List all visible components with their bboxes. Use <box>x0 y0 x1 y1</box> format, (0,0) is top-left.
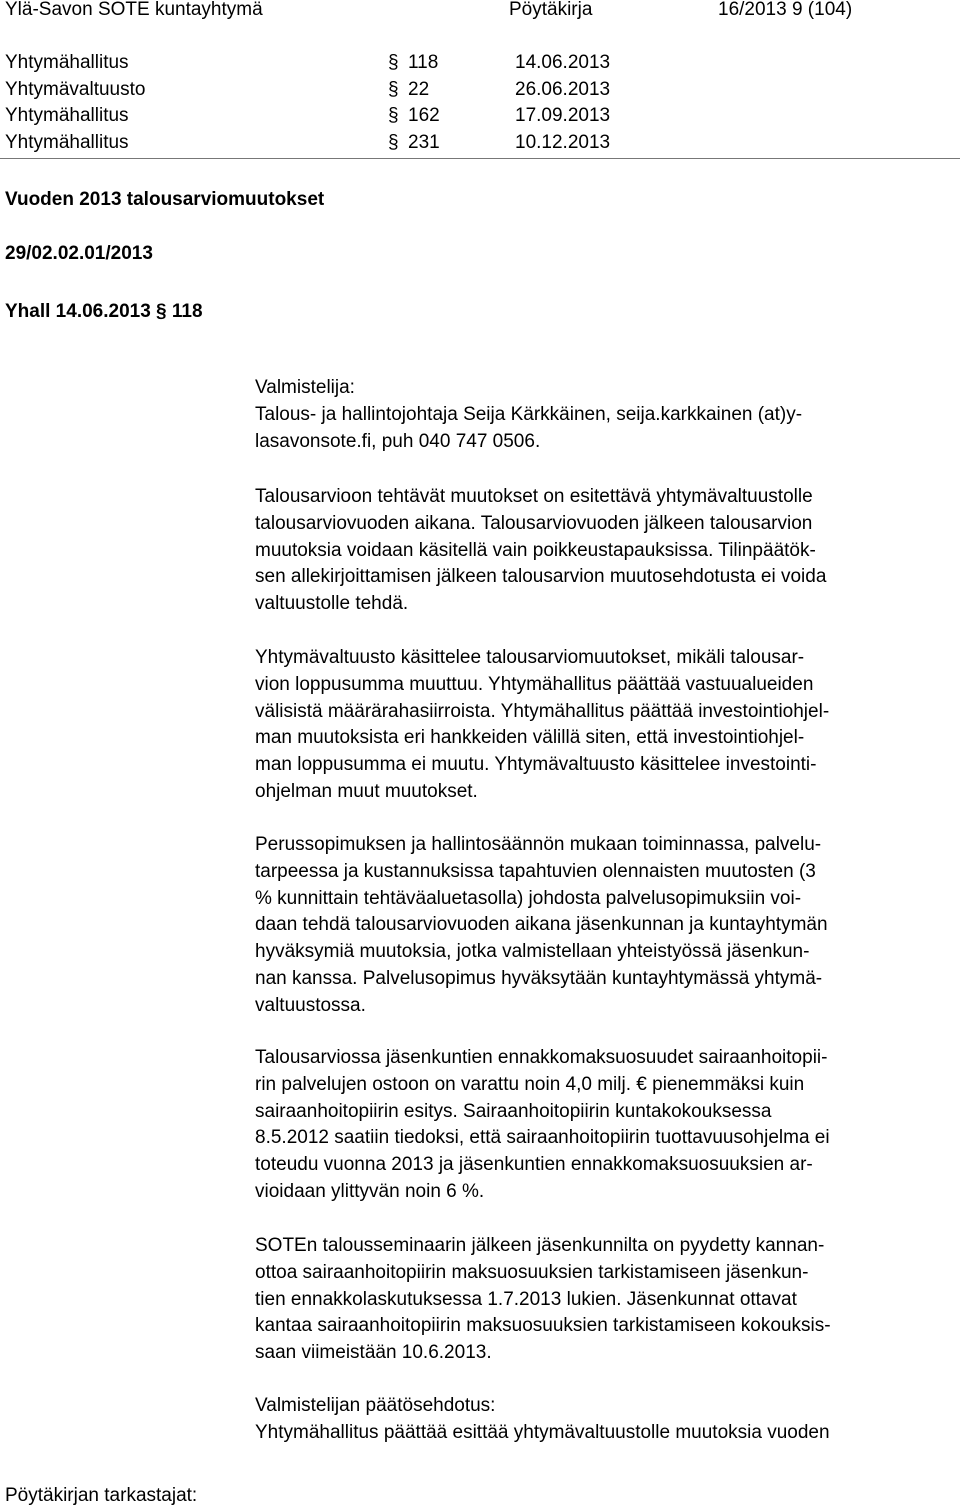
paragraph-line: talousarviovuoden aikana. Talousarviovuoden jälkeen talousarvion <box>255 512 813 534</box>
meeting-date: 10.12.2013 <box>515 132 611 153</box>
meeting-row <box>5 102 705 129</box>
meeting-date: 14.06.2013 <box>515 52 611 73</box>
meeting-section-number: 22 <box>408 79 430 100</box>
section-sign: § <box>388 105 399 126</box>
paragraph <box>255 1233 957 1367</box>
meeting-section-number: 118 <box>408 52 439 73</box>
meeting-body: Yhtymähallitus <box>5 105 129 126</box>
meeting-date: 17.09.2013 <box>515 105 611 126</box>
paragraph-line: valtuustossa. <box>255 994 366 1016</box>
paragraph-line: kantaa sairaanhoitopiirin maksuosuuksien tarkistamiseen kokouksis- <box>255 1315 831 1337</box>
agenda-title: Vuoden 2013 talousarviomuutokset <box>5 189 325 210</box>
paragraph-line: muutoksia voidaan käsitellä vain poikkeustapauksissa. Tilinpäätök- <box>255 539 816 561</box>
meeting-section-number: 231 <box>408 132 440 153</box>
preparer-line: Talous- ja hallintojohtaja Seija Kärkkäinen, seija.karkkainen (at)y- <box>255 403 803 425</box>
paragraph-line: % kunnittain tehtäväaluetasolla) johdosta palvelusopimuksiin voi- <box>255 887 802 909</box>
paragraph-line: valtuustolle tehdä. <box>255 593 409 615</box>
document-type: Pöytäkirja <box>509 0 593 20</box>
paragraph-line: daan tehdä talousarviovuoden aikana jäsenkunnan ja kuntayhtymän <box>255 914 828 936</box>
section-sign: § <box>388 52 399 73</box>
meeting-row <box>5 76 705 103</box>
paragraph-line: välisistä määrärahasiirroista. Yhtymähallitus päättää investointiohjel- <box>255 700 830 722</box>
paragraph-line: sen allekirjoittamisen jälkeen talousarvion muutosehdotusta ei voida <box>255 566 827 588</box>
meeting-reference: Yhall 14.06.2013 § 118 <box>5 301 203 322</box>
meeting-date: 26.06.2013 <box>515 79 611 100</box>
paragraph-line: vion loppusumma muuttuu. Yhtymähallitus päättää vastuualueiden <box>255 673 814 695</box>
meeting-body: Yhtymähallitus <box>5 132 129 153</box>
paragraph-line: tien ennakkolaskutuksessa 1.7.2013 lukien. Jäsenkunnat ottavat <box>255 1288 797 1310</box>
paragraph-line: vioidaan ylittyvän noin 6 %. <box>255 1180 485 1202</box>
paragraph-line: saan viimeistään 10.6.2013. <box>255 1342 492 1364</box>
reviewers-label: Pöytäkirjan tarkastajat: <box>5 1485 198 1506</box>
proposal-label: Valmistelijan päätösehdotus: <box>255 1395 496 1416</box>
paragraph <box>255 1045 957 1206</box>
paragraph-line: hyväksymiä muutoksia, jotka valmistellaan yhteistyössä jäsenkun- <box>255 941 810 963</box>
paragraph-line: man loppusumma ei muutu. Yhtymävaltuusto käsittelee investointi- <box>255 754 817 776</box>
preparer-label: Valmistelija: <box>255 377 355 398</box>
meeting-body: Yhtymähallitus <box>5 52 129 73</box>
preparer-line: lasavonsote.fi, puh 040 747 0506. <box>255 430 541 452</box>
meeting-body: Yhtymävaltuusto <box>5 79 146 100</box>
paragraph-line: rin palvelujen ostoon on varattu noin 4,0 milj. € pienemmäksi kuin <box>255 1073 805 1095</box>
case-code: 29/02.02.01/2013 <box>5 243 153 264</box>
organization-name: Ylä-Savon SOTE kuntayhtymä <box>5 0 263 20</box>
document-number: 16/2013 9 (104) <box>718 0 853 20</box>
proposal-line: Yhtymähallitus päättää esittää yhtymävaltuustolle muutoksia vuoden <box>255 1421 830 1443</box>
paragraph-line: SOTEn talousseminaarin jälkeen jäsenkunnilta on pyydetty kannan- <box>255 1235 825 1256</box>
section-sign: § <box>388 132 399 153</box>
paragraph-line: sairaanhoitopiirin esitys. Sairaanhoitopiirin kuntakokouksessa <box>255 1100 772 1122</box>
paragraph-line: Yhtymävaltuusto käsittelee talousarviomuutokset, mikäli talousar- <box>255 647 805 668</box>
preparer-block <box>255 375 957 455</box>
meeting-section-number: 162 <box>408 105 440 126</box>
paragraph <box>255 484 957 618</box>
proposal-block <box>255 1393 957 1447</box>
meeting-row <box>5 49 705 76</box>
paragraph-line: tarpeessa ja kustannuksissa tapahtuvien olennaisten muutosten (3 <box>255 860 816 882</box>
paragraph-line: ohjelman muut muutokset. <box>255 780 478 802</box>
paragraph-line: Perussopimuksen ja hallintosäännön mukaan toiminnassa, palvelu- <box>255 834 822 855</box>
paragraph-line: man muutoksista eri hankkeiden välillä siten, että investointiohjel- <box>255 727 805 749</box>
meeting-row <box>5 129 705 156</box>
header-divider <box>0 158 960 159</box>
paragraph-line: nan kanssa. Palvelusopimus hyväksytään kuntayhtymässä yhtymä- <box>255 967 823 989</box>
paragraph-line: Talousarviossa jäsenkuntien ennakkomaksuosuudet sairaanhoitopii- <box>255 1047 828 1068</box>
paragraph <box>255 645 957 806</box>
paragraph <box>255 832 957 1020</box>
paragraph-line: ottoa sairaanhoitopiirin maksuosuuksien tarkistamiseen jäsenkun- <box>255 1261 809 1283</box>
paragraph-line: toteudu vuonna 2013 ja jäsenkuntien ennakkomaksuosuuksien ar- <box>255 1154 813 1176</box>
paragraph-line: Talousarvioon tehtävät muutokset on esitettävä yhtymävaltuustolle <box>255 486 813 507</box>
section-sign: § <box>388 79 399 100</box>
paragraph-line: 8.5.2012 saatiin tiedoksi, että sairaanhoitopiirin tuottavuusohjelma ei <box>255 1127 830 1149</box>
